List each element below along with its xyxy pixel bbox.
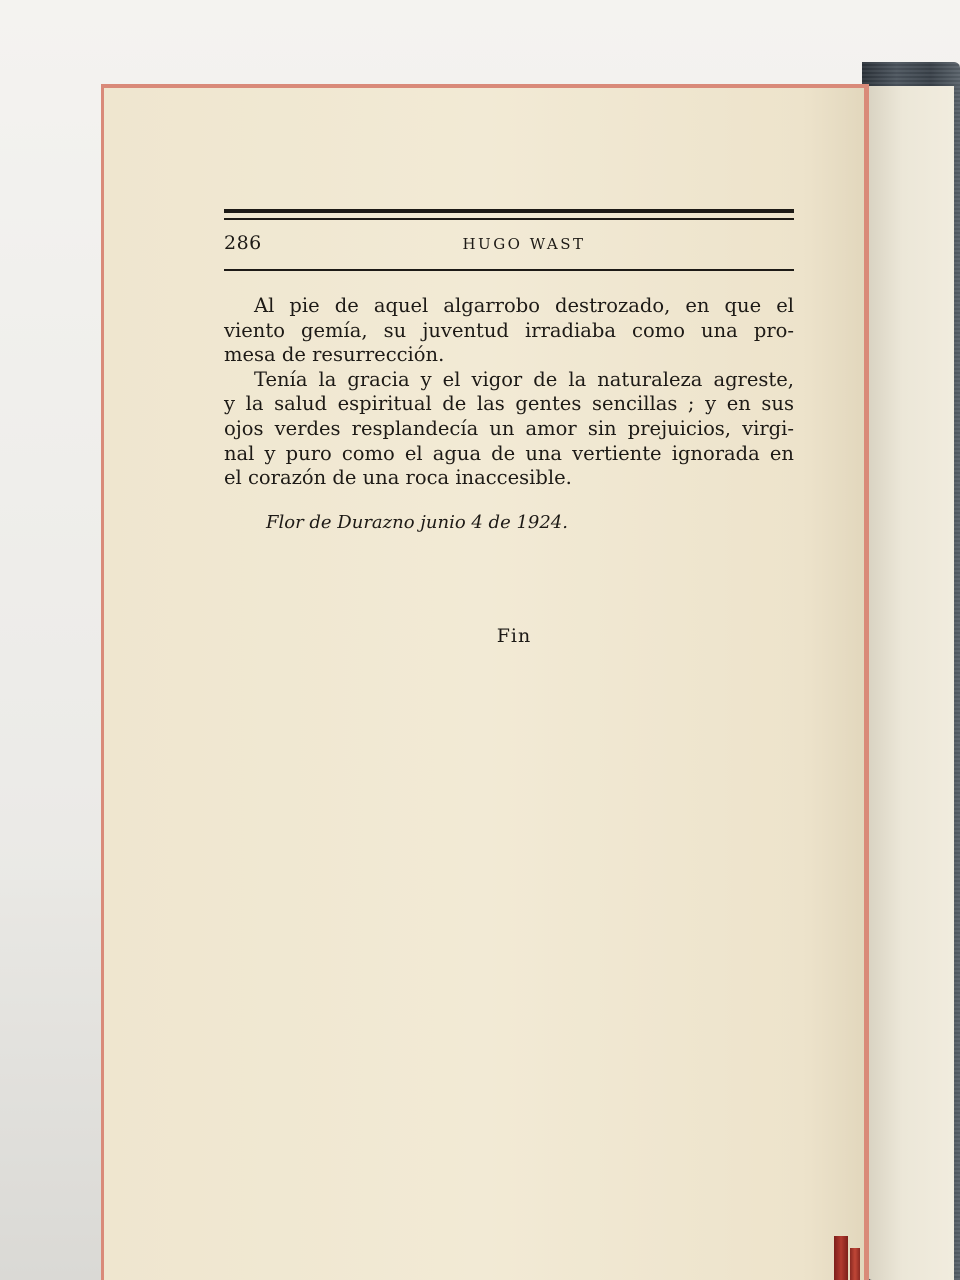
text-line: el corazón de una roca inaccesible. (224, 466, 572, 490)
text-line: y la salud espiritual de las gentes sencillas ; y en sus (224, 392, 794, 416)
page-number: 286 (224, 232, 262, 254)
book-page (104, 88, 864, 1280)
text-line: mesa de resurrección. (224, 343, 445, 367)
header-rule-thick (224, 209, 794, 213)
bookmark-ribbon (834, 1236, 848, 1280)
facing-page-edge (868, 86, 954, 1280)
text-line: nal y puro como el agua de una vertiente ignorada en (224, 441, 794, 465)
dateline: Flor de Durazno junio 4 de 1924. (266, 512, 568, 533)
text-line: Al pie de aquel algarrobo destrozado, en que el (254, 294, 794, 317)
text-line: Tenía la gracia y el vigor de la naturaleza agreste, (254, 367, 794, 391)
header-rule-thin (224, 218, 794, 220)
bookmark-ribbon-2 (850, 1248, 860, 1280)
running-head: HUGO WAST (462, 235, 586, 253)
text-line: ojos verdes resplandecía un amor sin prejuicios, virgi- (224, 416, 794, 440)
ending-fin: Fin (496, 625, 532, 647)
header-rule-bottom (224, 269, 794, 271)
body-text (224, 294, 794, 491)
text-line: viento gemía, su juventud irradiaba como una pro- (224, 318, 794, 342)
table-surface (0, 880, 110, 1280)
